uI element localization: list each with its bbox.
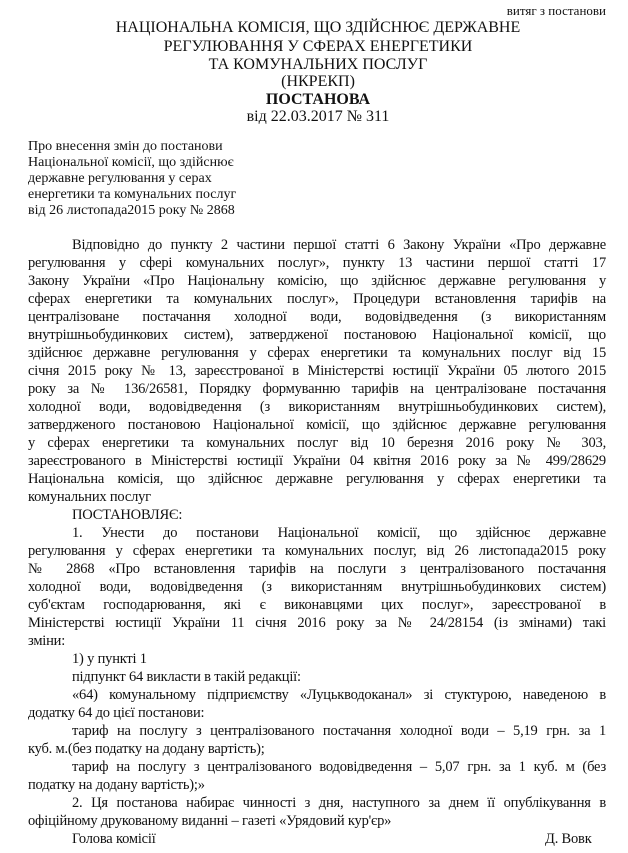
body-line: холодної води, водовідведення (з використанням внутрішньобудинкових систем), bbox=[28, 399, 606, 415]
body-line: додатку 64 до цієї постанови: bbox=[28, 705, 205, 721]
body-line: суб'єктам господарювання, які є виконавцями цих послуг», зареєстрованої в bbox=[28, 597, 606, 613]
subject-line: Національної комісії, що здійснює bbox=[28, 155, 234, 170]
body-line: «64) комунальному підприємству «Луцькводоканал» зі стуктурою, наведеною в bbox=[72, 687, 606, 703]
title-line: НАЦІОНАЛЬНА КОМІСІЯ, ЩО ЗДІЙСНЮЄ ДЕРЖАВНЕ bbox=[115, 19, 521, 36]
subject-line: енергетики та комунальних послуг bbox=[28, 187, 237, 202]
body-line: офіційному друкованому виданні – газеті «Урядовий кур'єр» bbox=[28, 813, 392, 829]
title-line: ТА КОМУНАЛЬНИХ ПОСЛУГ bbox=[208, 56, 428, 73]
body-line: січня 2015 року № 13, зареєстрованої в Міністерстві юстиції України 05 лютого 2015 bbox=[28, 363, 606, 379]
body-line: сферах енергетики та комунальних послуг», Процедури встановлення тарифів на bbox=[28, 291, 606, 307]
body-line: року за № 136/26581, Порядку формуванню тарифів на централізоване постачання bbox=[28, 381, 606, 397]
body-line: Закону України «Про Національну комісію, що здійснює державне регулювання у bbox=[28, 273, 606, 289]
body-line: зареєстрованого в Міністерстві юстиції України 04 квітня 2016 року за № 499/28629 bbox=[28, 453, 606, 469]
body-line: регулювання у сферах енергетики та комунальних послуг, від 26 листопада2015 року bbox=[28, 543, 606, 559]
body-line: куб. м.(без податку на додану вартість); bbox=[28, 741, 265, 757]
extract-note: витяг з постанови bbox=[506, 3, 606, 18]
body-line: 1) у пункті 1 bbox=[72, 651, 147, 667]
signature-name: Д. Вовк bbox=[545, 831, 592, 847]
body-line: ПОСТАНОВЛЯЄ: bbox=[72, 507, 183, 523]
body-line: Національна комісія, що здійснює державне регулювання у сферах енергетики та bbox=[28, 471, 606, 487]
body-line: податку на додану вартість);» bbox=[28, 777, 205, 793]
body-line: тариф на послугу з централізованого постачання холодної води – 5,19 грн. за 1 bbox=[72, 723, 606, 739]
body-line: 1. Унести до постанови Національної комісії, що здійснює державне bbox=[72, 525, 606, 541]
subject-line: державне регулювання у серах bbox=[28, 171, 212, 186]
subject-line: від 26 листопада2015 року № 2868 bbox=[28, 203, 235, 218]
document-type: ПОСТАНОВА bbox=[265, 91, 371, 108]
body-line: підпункт 64 викласти в такій редакції: bbox=[72, 669, 301, 685]
body-line: здійснює державне регулювання у сферах енергетики та комунальних послуг від 15 bbox=[28, 345, 606, 361]
body-line: централізоване постачання холодної води, водовідведення (з використанням bbox=[28, 309, 606, 325]
body-line: № 2868 «Про встановлення тарифів на послуги з централізованого постачання bbox=[28, 561, 606, 577]
body-line: у сферах енергетики та комунальних послуг від 10 березня 2016 року № 303, bbox=[28, 435, 606, 451]
body-line: зміни: bbox=[28, 633, 66, 649]
subject-line: Про внесення змін до постанови bbox=[28, 139, 223, 154]
body-line: комунальних послуг bbox=[28, 489, 151, 505]
body-line: 2. Ця постанова набирає чинності з дня, наступного за днем її опублікування в bbox=[72, 795, 606, 811]
body-line: тариф на послугу з централізованого водовідведення – 5,07 грн. за 1 куб. м (без bbox=[72, 759, 606, 775]
body-line: затвердженого постановою Національної комісії, що здійснює державне регулювання bbox=[28, 417, 606, 433]
date-number: від 22.03.2017 № 311 bbox=[246, 108, 390, 125]
body-line: Відповідно до пункту 2 частини першої статті 6 Закону України «Про державне bbox=[72, 237, 606, 253]
title-line: (НКРЕКП) bbox=[281, 73, 355, 90]
body-line: холодної води, водовідведення (з використанням внутрішньобудинкових систем) bbox=[28, 579, 606, 595]
body-line: регулювання у сфері комунальних послуг», пункту 13 частини першої статті 17 bbox=[28, 255, 606, 271]
signature-position: Голова комісії bbox=[72, 831, 156, 847]
body-line: внутрішньобудинкових систем), затвердженої постановою Національної комісії, що bbox=[28, 327, 606, 343]
body-line: Міністерстві юстиції України 11 січня 2016 року за № 24/28154 (із змінами) такі bbox=[28, 615, 606, 631]
title-line: РЕГУЛЮВАННЯ У СФЕРАХ ЕНЕРГЕТИКИ bbox=[163, 38, 473, 55]
